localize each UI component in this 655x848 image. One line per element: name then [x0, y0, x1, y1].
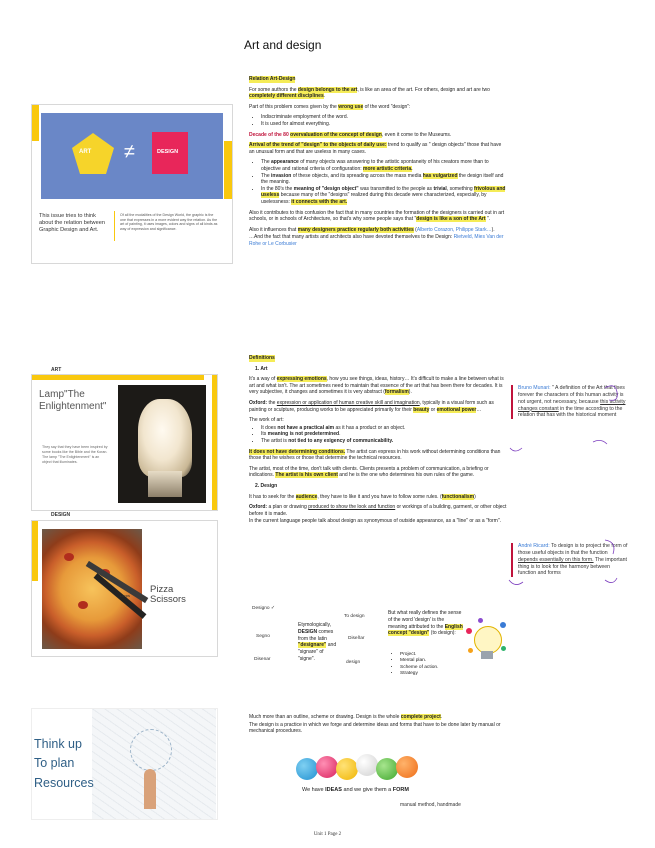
art-label: ART: [79, 149, 92, 155]
list-item: • The invasion of these objects, and its spreading across the mass media has vulgarized the design itself and the meaning.: [261, 173, 507, 186]
subheading-art: 1. Art: [255, 365, 268, 372]
accent-bar: [32, 375, 204, 380]
etymology-word: Diseñar: [348, 636, 365, 641]
etymology-word: To design: [344, 614, 365, 619]
pen-annotation: [505, 378, 625, 458]
list-item: • It does not have a practical aim as it has a product or an object.: [261, 425, 507, 432]
page-footer: Unit 1 Page 2: [313, 832, 342, 837]
accent-bar: [224, 141, 232, 199]
pentagon-shape: [70, 131, 116, 177]
paper-balls-image: [296, 750, 432, 784]
section-project: Much more than an outline, scheme or drawing. Design is the whole complete project. The design is a practice in which we forge and determine ideas and forms that have to be done later by manual or mechanical procedures.: [249, 714, 501, 735]
list-item: • Mental plan.: [400, 658, 438, 664]
subheading-design: 2. Design: [255, 482, 278, 489]
etymology-list: [392, 652, 438, 677]
design-label: DESIGN: [157, 149, 179, 155]
accent-bar: [212, 375, 217, 510]
page-title: Art and design: [244, 38, 322, 52]
list-item: • Indiscriminate employment of the word.: [261, 114, 507, 121]
divider: [114, 211, 115, 241]
pen-annotation: [505, 536, 625, 592]
lamp-shape: [138, 399, 192, 477]
list-item: • The artist is not tied to any exigency of communicability.: [261, 438, 507, 445]
etymology-block: [252, 606, 512, 686]
slide-line: To plan: [34, 756, 75, 771]
section-definitions: Definitions 1. Art It's a way of expressing emotions, how you see things, ideas, history… It's difficult to make a line between what is art and what isn't. The art sometimes need to maintain that essence of the art that has been there for decades. It is very subjective, it changes and sometimes it is very abstract (formalism). Oxford: the expression or application of human creative skill and imagination, typically in a visual form such as painting or sculpture, producing works to be appreciated primarily for their beauty or emotional power… The work of art: • It does not have a practical aim as it has a product or an object. • Its meaning is not predetermined. • The artist is not tied to any exigency of communicability. It does not have determining conditions. The artist can express in his work without determining conditions than those that he wishes or those that determine the technical resources. The artist, most of the time, don't talk with clients. Clients presents a problem of communication, a briefing or indications. The artist is his own client and he is the one who determines his own rules of the game. 2. Design It has to seek for the audience, they have to like it and you have to follow some rules. (functionalism) Oxford: a plan or drawing produced to show the look and function or workings of a building, garment, or other object before it is made. In the current language people talk about design as synonymous of outside appearance, as a "line" or as a "form".: [249, 355, 507, 529]
slide-pizza-scissors: [31, 520, 218, 657]
section-heading: Definitions: [249, 355, 275, 361]
slide-line: Think up: [34, 737, 82, 751]
section-relation: Relation Art-Design For some authors the design belongs to the art, is like an area of the art. For others, design and art are two completely different disciplines. Part of this problem comes given by the wrong use of the word "design": • Indiscriminate employment of the word. • It is used for almost everything. Decade of the 80 overvaluation of the concept of design, even it come to the Museums. Arrival of the trend of "design" to the objects of daily use: trend to qualify as " design objects" those that have an unusual form and that are useless in many cases. • The appearance of many objects was answering to the artistic spontaneity of his creators more than to objective and rational criteria of configuration: more artistic criteria. • The invasion of these objects, and its spreading across the mass media has vulgarized the design itself and the meaning. • In the 80's the meaning of "design object" was transmitted to the people as trivial, something frivolous and useless because many of the "designs" realized during this decade were characterized, especially, by uselessness: it connects with the art. Also it contributes to this confusion the fact that in many countries the formation of the designers is carried out in art schools, or in schools of Architecture, so that's why some people says that "design is like a son of the Art ". Also it influences that many designers practice regularly both activities (Alberto Corazon, Philippe Stark…). …And the fact that many artists and architects also have devoted themselves to the Design: Rietveld, Mies Van der Rohe or Le Corbusier: [249, 76, 507, 251]
comment-munari: Bruno Munari: " A definition of the Art that fixes forever the characters of this human activity is not urgent, not necessary, because this activity changes constant in the time according to the relation that has with the historical moment: [511, 385, 628, 419]
slide-art-vs-design: [31, 104, 233, 264]
etymology-text: Etymologically, DESIGN comes from the latin "designare" and "signare" of "signe".: [298, 622, 337, 662]
list-item: • Its meaning is not predetermined.: [261, 431, 507, 438]
slide-caption-right: Of all the modalities of the Design World, the graphic is the one that expresses in a more evident way the relation. As the art of painting, it uses images, colors and signs of all kinds as way of expression and significance.: [120, 213, 218, 232]
slide-subtitle: Lerps: [120, 593, 131, 598]
etymology-word: Designo ✓: [252, 606, 275, 611]
list-item: • Project.: [400, 652, 438, 658]
not-equal-symbol: ≠: [124, 141, 135, 163]
bullet-list: [249, 425, 507, 445]
idea-cloud: [130, 729, 172, 771]
etymology-word: Disenar: [254, 657, 271, 662]
list-item: • In the 80's the meaning of "design object" was transmitted to the people as trivial, something frivolous and useless because many of the "designs" realized during this decade were characterized, especially, by uselessness: it connects with the art.: [261, 186, 507, 206]
lightbulb-icon: [466, 618, 508, 678]
slide-think-up: [31, 708, 218, 820]
slide-title: Pizza Scissors: [150, 584, 186, 606]
ideas-caption: We have IDEAS and we give them a FORM: [302, 787, 409, 793]
accent-bar: [32, 521, 38, 581]
list-item: • The appearance of many objects was answering to the artistic spontaneity of his creators more than to objective and rational criteria of configuration: more artistic criteria.: [261, 159, 507, 172]
bullet-list: [249, 114, 507, 127]
pizza-photo: [42, 529, 142, 649]
topping: [78, 601, 88, 609]
etymology-word: Segno: [256, 634, 270, 639]
list-item: • Strategy: [400, 671, 438, 677]
handwritten-note: manual method, handmade: [400, 802, 461, 808]
lamp-base: [148, 471, 182, 497]
person-figure: [144, 769, 156, 809]
slide-lines: [34, 735, 94, 793]
etymology-word: design: [346, 660, 361, 665]
lamp-photo: [118, 385, 206, 503]
slide-title: Lamp"The Enlightenment": [39, 389, 107, 412]
slide-caption-left: This issue tries to think about the relation between Graphic Design and Art.: [39, 213, 105, 233]
comment-ricard: André Ricard: To design is to project the form of those useful objects in that the function depends essentially on this form. The important thing is to look for the harmony between function and forms: [511, 543, 628, 577]
art-slide-label: ART: [51, 367, 62, 373]
bullet-list: [249, 159, 507, 205]
list-item: • It is used for almost everything.: [261, 121, 507, 128]
topping: [64, 553, 74, 561]
etymology-meaning: But what really defines the sense of the word 'design' is the meaning attributed to the English concept "design" (to design):: [388, 610, 463, 637]
slide-lamp: [31, 374, 218, 511]
section-heading: Relation Art-Design: [249, 76, 296, 82]
slide-bullet: They say that they have been inspired by some books like the Bible and the Koran. The lamp "The Enlightenment" is an object that illuminates.: [42, 445, 108, 464]
list-item: • Scheme of action.: [400, 665, 438, 671]
accent-bar: [32, 105, 39, 141]
design-slide-label: DESIGN: [51, 512, 71, 518]
slide-line: Resources: [34, 775, 94, 790]
